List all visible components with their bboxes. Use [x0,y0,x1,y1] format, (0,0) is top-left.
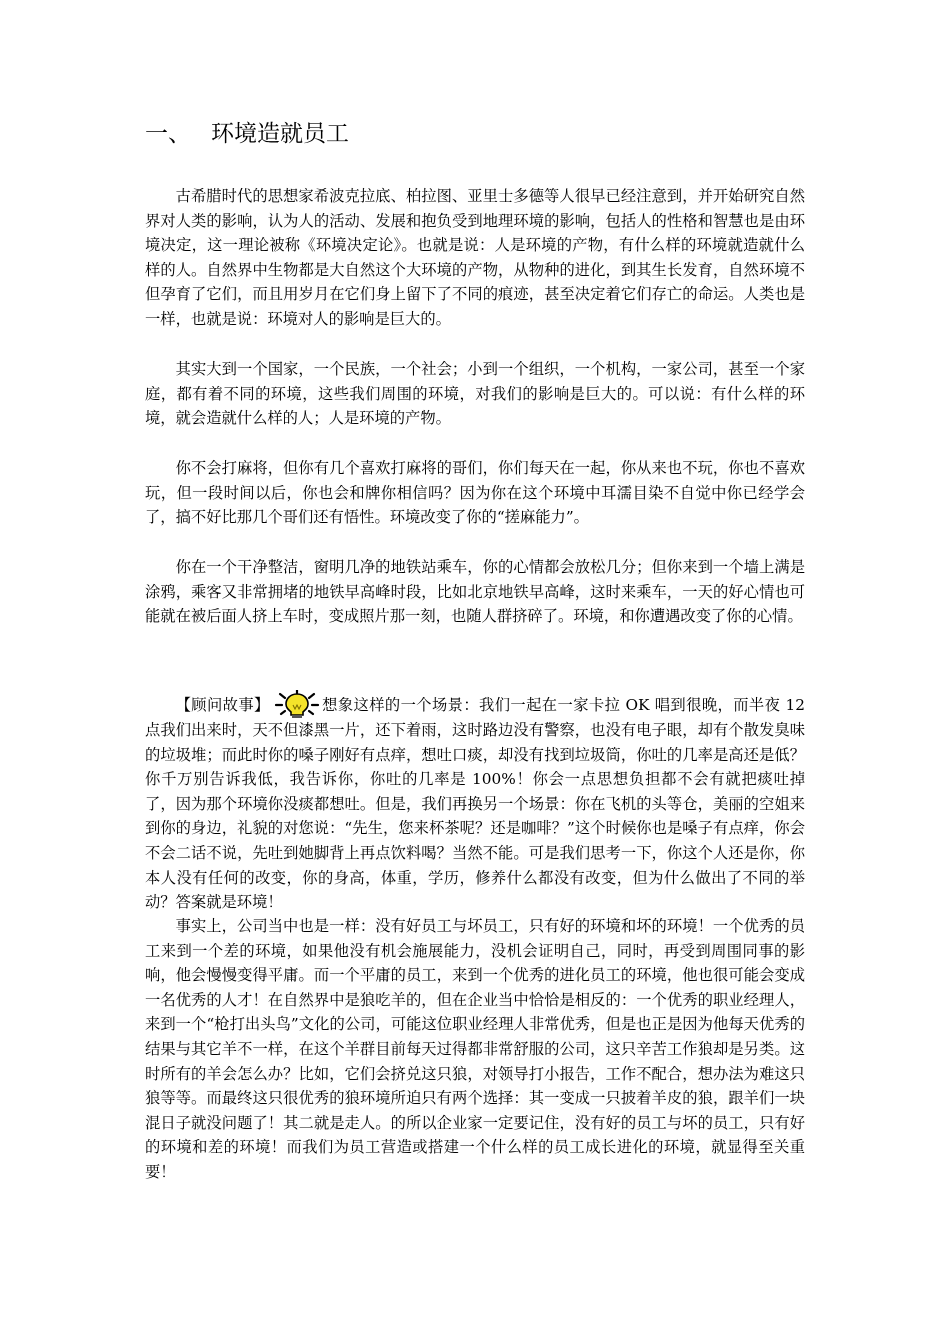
section-title: 环境造就员工 [211,121,349,147]
paragraph-country-to-family: 其实大到一个国家，一个民族，一个社会；小到一个组织，一个机构，一家公司，甚至一个家庭，都有着不同的环境，这些我们周围的环境，对我们的影响是巨大的。可以说：有什么样的环境，就会造就什么样的人；人是环境的产物。 [145,360,805,428]
paragraph-consultant-story [145,690,805,915]
paragraph-company-environment: 事实上，公司当中也是一样：没有好员工与坏员工，只有好的环境和坏的环境！一个优秀的员工来到一个差的环境，如果他没有机会施展能力，没机会证明自己，同时，再受到周围同事的影响，他会慢慢变得平庸。而一个平庸的员工，来到一个优秀的进化员工的环境，他也很可能会变成一名优秀的人才！在自然界中是狼吃羊的，但在企业当中恰恰是相反的：一个优秀的职业经理人，来到一个“枪打出头鸟”文化的公司，可能这位职业经理人非常优秀，但是也正是因为他每天优秀的结果与其它羊不一样，在这个羊群目前每天过得都非常舒服的公司，这只辛苦工作狼却是另类。这时所有的羊会怎么办？比如，它们会挤兑这只狼，对领导打小报告，工作不配合，想办法为难这只狼等等。而最终这只很优秀的狼环境所迫只有两个选择：其一变成一只披着羊皮的狼，跟羊们一块混日子就没问题了！其二就是走人。的所以企业家一定要记住，没有好的员工与坏的员工，只有好的环境和差的环境！而我们为员工营造或搭建一个什么样的员工成长进化的环境，就显得至关重要！ [145,917,805,1181]
consultant-story-tag: 【顾问故事】 [175,696,270,714]
section-number: 一、 [145,121,191,147]
paragraph-mahjong-example: 你不会打麻将，但你有几个喜欢打麻将的哥们，你们每天在一起，你从来也不玩，你也不喜欢玩，但一段时间以后，你也会和牌你相信吗？因为你在这个环境中耳濡目染不自觉中你已经学会了，搞不好比那几个哥们还有悟性。环境改变了你的“搓麻能力”。 [145,459,805,527]
section-heading [145,118,349,150]
lightbulb-icon [274,690,320,718]
consultant-story-body: 想象这样的一个场景：我们一起在一家卡拉 OK 唱到很晚，而半夜 12 点我们出来时，天不但漆黑一片，还下着雨，这时路边没有警察，也没有电子眼，却有个散发臭味的垃圾堆；而此时你的嗓子刚好有点痒，想吐口痰，却没有找到垃圾筒，你吐的几率是高还是低？你千万别告诉我低，我告诉你，你吐的几率是 100%！你会一点思想负担都不会有就把痰吐掉了，因为那个环境你没痰都想吐。但是，我们再换另一个场景：你在飞机的头等仓，美丽的空姐来到你的身边，礼貌的对您说：“先生，您来杯茶呢？还是咖啡？”这个时候你也是嗓子有点痒，你会不会二话不说，先吐到她脚背上再点饮料喝？当然不能。可是我们思考一下，你这个人还是你，你本人没有任何的改变，你的身高，体重，学历，修养什么都没有改变，但为什么做出了不同的举动？答案就是环境！ [145,696,805,912]
paragraph-environment-determinism: 古希腊时代的思想家希波克拉底、柏拉图、亚里士多德等人很早已经注意到，并开始研究自然界对人类的影响，认为人的活动、发展和抱负受到地理环境的影响，包括人的性格和智慧也是由环境决定，这一理论被称《环境决定论》。也就是说：人是环境的产物，有什么样的环境就造就什么样的人。自然界中生物都是大自然这个大环境的产物，从物种的进化，到其生长发育，自然环境不但孕育了它们，而且用岁月在它们身上留下了不同的痕迹，甚至决定着它们存亡的命运。人类也是一样，也就是说：环境对人的影响是巨大的。 [145,187,805,328]
paragraph-subway-example: 你在一个干净整洁，窗明几净的地铁站乘车，你的心情都会放松几分；但你来到一个墙上满是涂鸦，乘客又非常拥堵的地铁早高峰时段，比如北京地铁早高峰，这时来乘车，一天的好心情也可能就在被后面人挤上车时，变成照片那一刻，也随人群挤碎了。环境，和你遭遇改变了你的心情。 [145,558,805,626]
